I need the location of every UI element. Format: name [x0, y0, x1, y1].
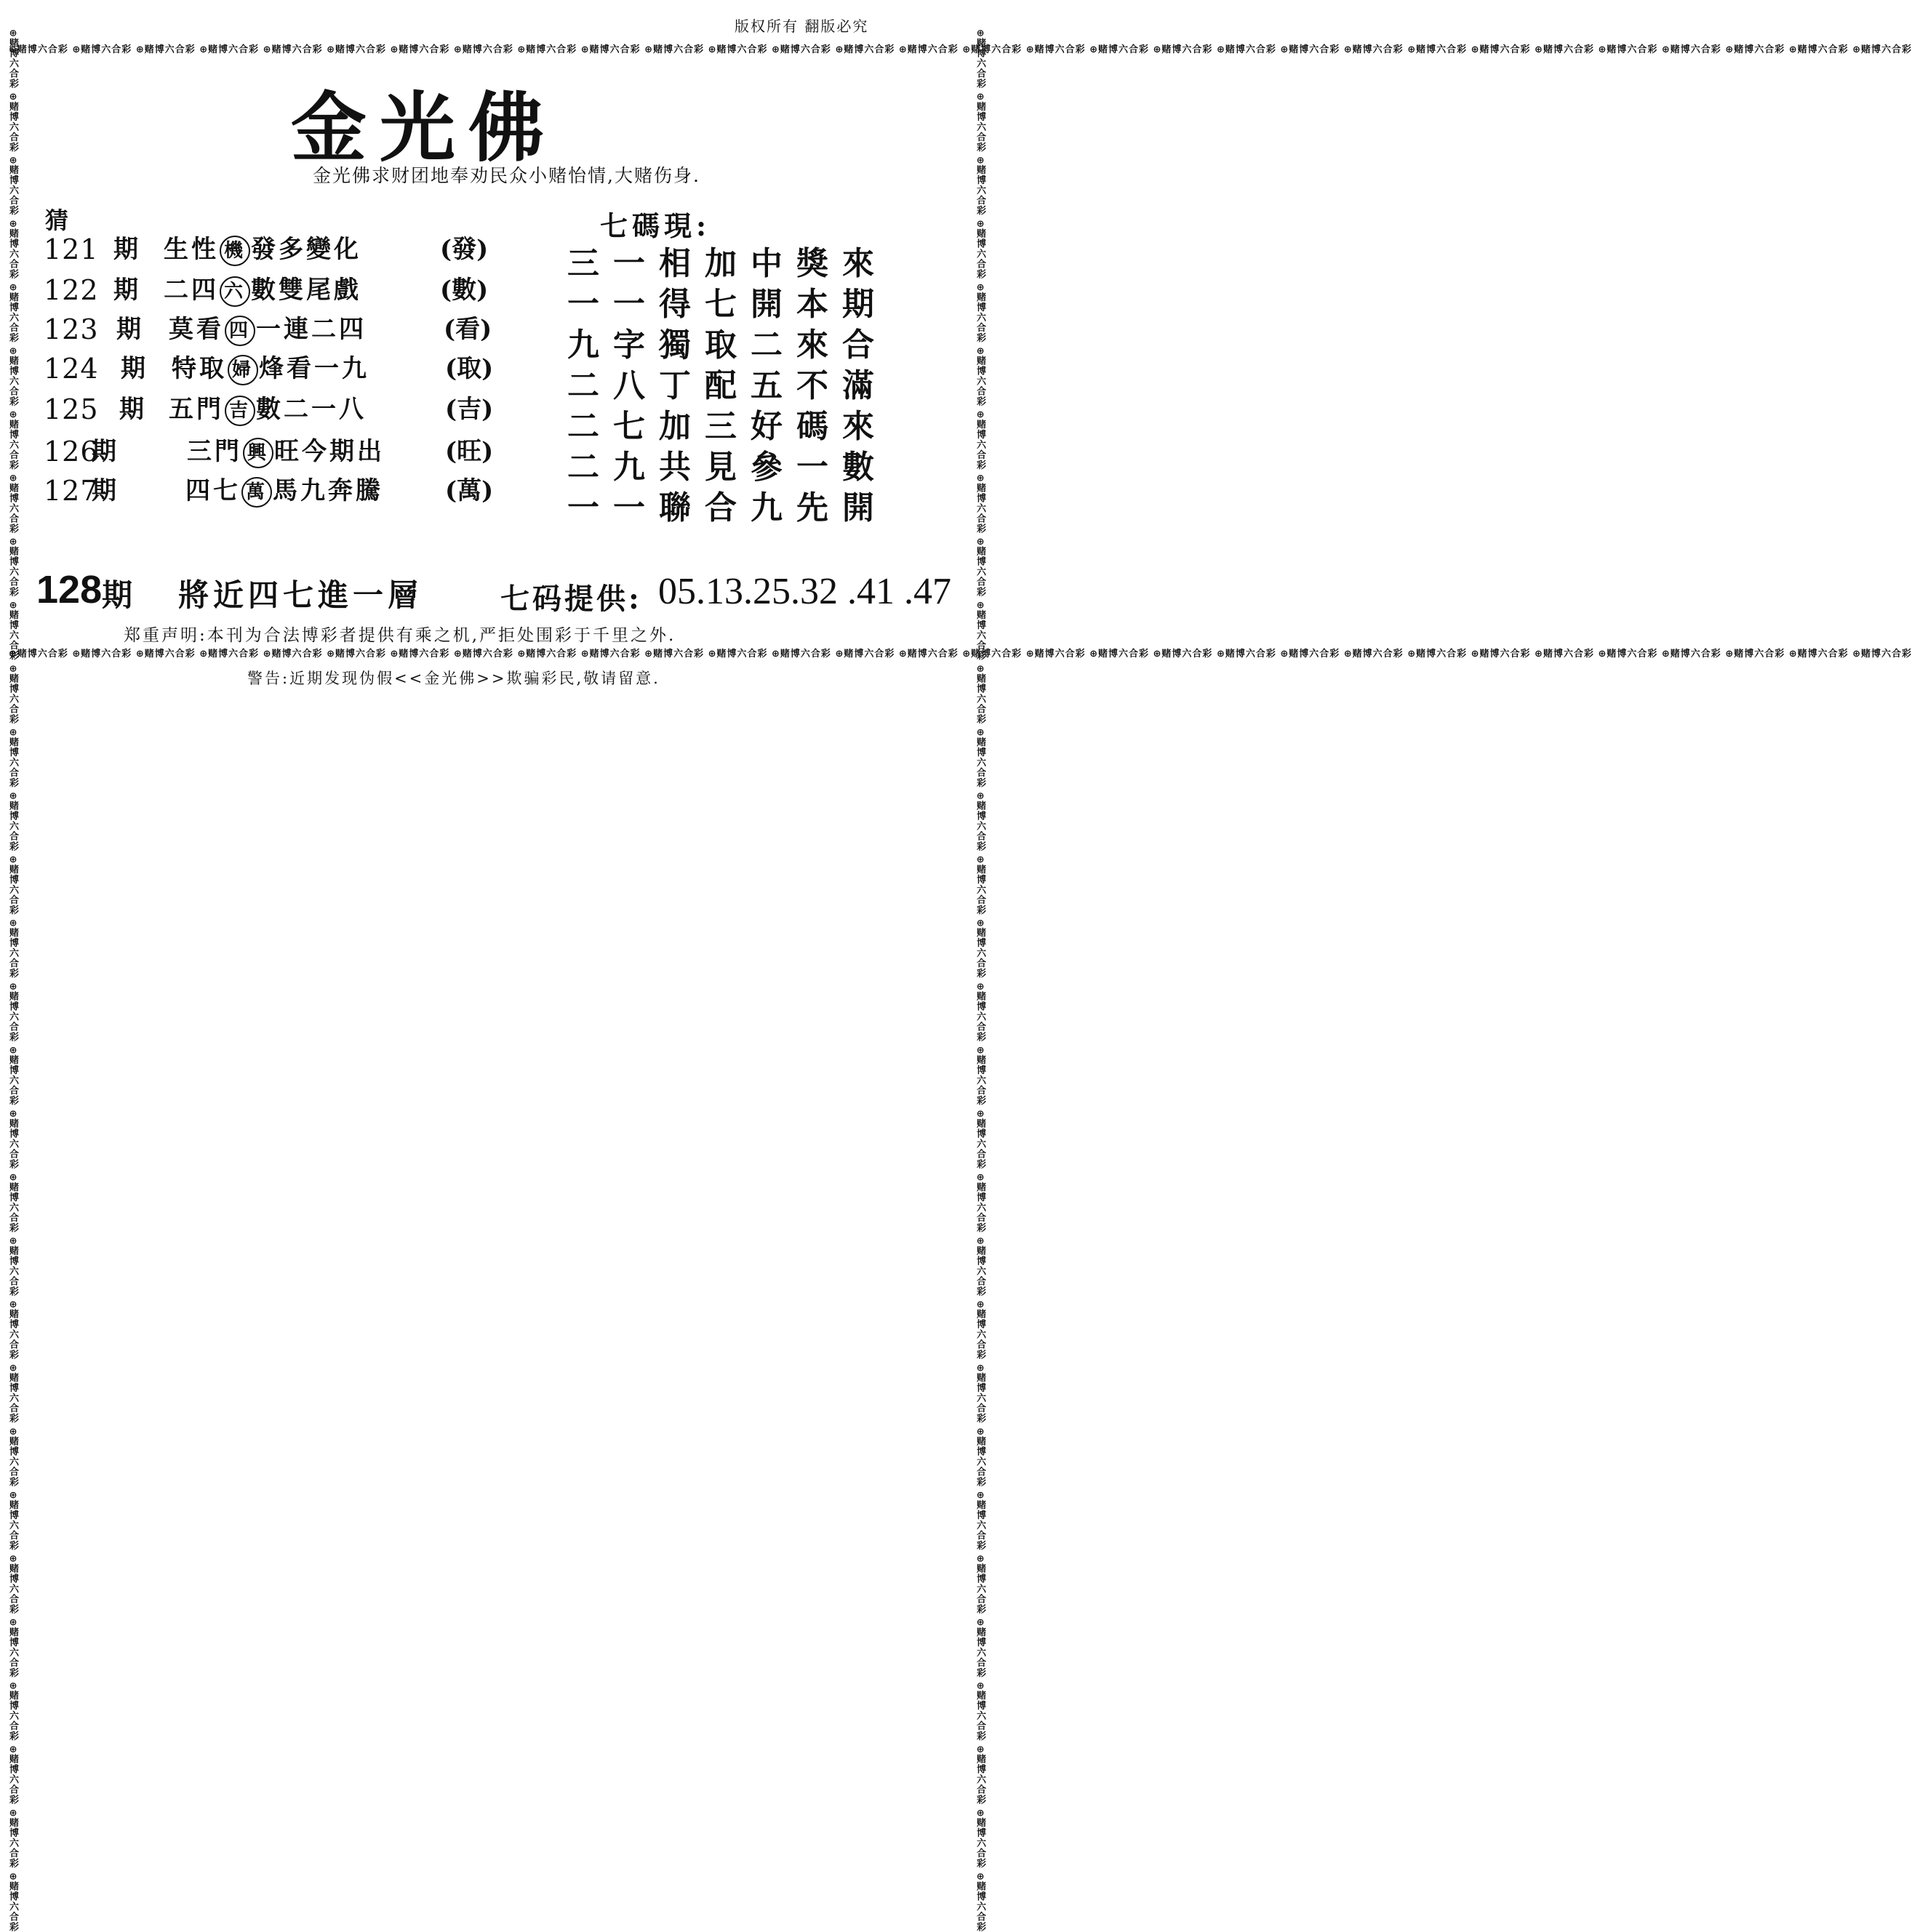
provide-label: 七码提供: — [500, 582, 642, 616]
period-answer: (發) — [440, 235, 489, 264]
period-qi: 期 — [121, 354, 145, 383]
border-text: ⊕赌博六合彩 ⊕赌博六合彩 ⊕赌博六合彩 ⊕赌博六合彩 ⊕赌博六合彩 ⊕赌博六合彩 ⊕赌博六合彩 ⊕赌博六合彩 ⊕赌博六合彩 ⊕赌博六合彩 ⊕赌博六合彩 ⊕赌博六合彩 ⊕赌博六合彩 ⊕赌博六合彩 ⊕赌博六合彩 ⊕赌博六合彩 ⊕赌博六合彩 ⊕赌博六合彩 ⊕赌博六合彩 ⊕赌博六合彩 ⊕赌博六合彩 ⊕赌博六合彩 ⊕赌博六合彩 ⊕赌博六合彩 ⊕赌博六合彩 ⊕赌博六合彩 ⊕赌博六合彩 ⊕赌博六合彩 ⊕赌博六合彩 ⊕赌博六合彩 — [9, 44, 1912, 55]
period-qi: 期 — [113, 276, 138, 305]
next-period-qi: 期 — [102, 577, 133, 613]
clue-post: 數二一八 — [256, 395, 367, 424]
period-number: 123 — [44, 313, 99, 345]
clue-post: 數雙尾戲 — [251, 276, 361, 305]
clue-post: 一連二四 — [256, 315, 367, 344]
disclaimer-statement: 郑重声明:本刊为合法博彩者提供有乘之机,严拒处围彩于千里之外. — [124, 626, 676, 645]
clue-post: 馬九奔騰 — [273, 476, 383, 505]
clue-pre: 生性 — [164, 235, 219, 264]
copyright-notice: 版权所有 翻版必究 — [735, 17, 869, 35]
guess-label: 猜 — [45, 207, 69, 234]
next-period-clue: 將近四七進一層 — [178, 577, 423, 613]
period-qi: 期 — [113, 235, 138, 264]
clue-post: 旺今期出 — [274, 437, 385, 466]
circled-char: 四 — [225, 316, 255, 346]
period-answer: (取) — [445, 354, 494, 383]
poem-line: 三一相加中獎來 — [567, 245, 888, 282]
border-text: ⊕赌博六合彩 ⊕赌博六合彩 ⊕赌博六合彩 ⊕赌博六合彩 ⊕赌博六合彩 ⊕赌博六合彩 ⊕赌博六合彩 ⊕赌博六合彩 ⊕赌博六合彩 ⊕赌博六合彩 ⊕赌博六合彩 ⊕赌博六合彩 ⊕赌博六合彩 ⊕赌博六合彩 ⊕赌博六合彩 ⊕赌博六合彩 ⊕赌博六合彩 ⊕赌博六合彩 ⊕赌博六合彩 ⊕赌博六合彩 ⊕赌博六合彩 ⊕赌博六合彩 ⊕赌博六合彩 ⊕赌博六合彩 ⊕赌博六合彩 ⊕赌博六合彩 ⊕赌博六合彩 ⊕赌博六合彩 ⊕赌博六合彩 ⊕赌博六合彩 — [7, 29, 18, 1932]
clue-pre: 三門 — [187, 437, 242, 466]
clue-post: 發多變化 — [251, 235, 361, 264]
circled-char: 婦 — [228, 355, 258, 385]
period-number: 126 — [44, 436, 99, 468]
poem-line: 二九共見參一數 — [567, 449, 888, 486]
clue-post: 烽看一九 — [259, 354, 369, 383]
poem-line: 一一得七開本期 — [567, 286, 888, 323]
border-text: ⊕赌博六合彩 ⊕赌博六合彩 ⊕赌博六合彩 ⊕赌博六合彩 ⊕赌博六合彩 ⊕赌博六合彩 ⊕赌博六合彩 ⊕赌博六合彩 ⊕赌博六合彩 ⊕赌博六合彩 ⊕赌博六合彩 ⊕赌博六合彩 ⊕赌博六合彩 ⊕赌博六合彩 ⊕赌博六合彩 ⊕赌博六合彩 ⊕赌博六合彩 ⊕赌博六合彩 ⊕赌博六合彩 ⊕赌博六合彩 ⊕赌博六合彩 ⊕赌博六合彩 ⊕赌博六合彩 ⊕赌博六合彩 ⊕赌博六合彩 ⊕赌博六合彩 ⊕赌博六合彩 ⊕赌博六合彩 ⊕赌博六合彩 ⊕赌博六合彩 — [975, 29, 985, 1932]
period-clue — [185, 471, 383, 510]
seven-code-label: 七碼現: — [600, 209, 711, 242]
period-answer: (看) — [444, 315, 492, 344]
provided-numbers: 05.13.25.32 .41 .47 — [658, 571, 951, 612]
period-qi: 期 — [92, 476, 116, 505]
period-number: 125 — [44, 393, 99, 425]
period-qi: 期 — [116, 315, 141, 344]
clue-pre: 莫看 — [169, 315, 224, 344]
period-number: 124 — [44, 353, 99, 385]
poem-line: 九字獨取二來合 — [567, 326, 888, 364]
period-answer: (萬) — [445, 476, 494, 505]
period-clue — [169, 310, 367, 349]
period-clue — [169, 390, 367, 429]
period-clue — [172, 349, 369, 388]
period-answer: (旺) — [445, 437, 494, 466]
circled-char: 興 — [243, 438, 273, 468]
poem-line: 二七加三好碼來 — [567, 408, 888, 445]
right-decorative-border — [973, 29, 988, 1932]
page-title: 金光佛 — [291, 83, 558, 172]
circled-char: 萬 — [241, 477, 272, 508]
bottom-decorative-border — [9, 646, 1912, 660]
next-period-number: 128 — [36, 568, 103, 612]
period-number: 122 — [44, 274, 99, 306]
period-number: 121 — [44, 233, 99, 265]
period-answer: (數) — [440, 276, 489, 305]
poem-line: 一一聯合九先開 — [567, 489, 888, 526]
clue-pre: 四七 — [185, 476, 241, 505]
clue-pre: 二四 — [164, 276, 219, 305]
clue-pre: 五門 — [169, 395, 224, 424]
period-number: 127 — [44, 475, 99, 507]
period-clue — [187, 432, 385, 471]
period-clue — [164, 270, 361, 310]
subtitle: 金光佛求财团地奉劝民众小赌怡情,大赌伤身. — [313, 165, 700, 186]
border-text: ⊕赌博六合彩 ⊕赌博六合彩 ⊕赌博六合彩 ⊕赌博六合彩 ⊕赌博六合彩 ⊕赌博六合彩 ⊕赌博六合彩 ⊕赌博六合彩 ⊕赌博六合彩 ⊕赌博六合彩 ⊕赌博六合彩 ⊕赌博六合彩 ⊕赌博六合彩 ⊕赌博六合彩 ⊕赌博六合彩 ⊕赌博六合彩 ⊕赌博六合彩 ⊕赌博六合彩 ⊕赌博六合彩 ⊕赌博六合彩 ⊕赌博六合彩 ⊕赌博六合彩 ⊕赌博六合彩 ⊕赌博六合彩 ⊕赌博六合彩 ⊕赌博六合彩 ⊕赌博六合彩 ⊕赌博六合彩 ⊕赌博六合彩 ⊕赌博六合彩 — [9, 649, 1912, 660]
circled-char: 六 — [220, 276, 250, 307]
period-qi: 期 — [92, 437, 116, 466]
top-decorative-border — [9, 41, 1912, 56]
clue-pre: 特取 — [172, 354, 227, 383]
circled-char: 吉 — [225, 396, 255, 426]
period-clue — [164, 230, 361, 269]
warning-notice: 警告:近期发现伪假<<金光佛>>欺骗彩民,敬请留意. — [247, 670, 660, 687]
left-decorative-border — [6, 29, 20, 1932]
period-qi: 期 — [119, 395, 144, 424]
period-answer: (吉) — [445, 395, 494, 424]
poem-line: 二八丁配五不滿 — [567, 367, 888, 404]
circled-char: 機 — [220, 236, 250, 266]
